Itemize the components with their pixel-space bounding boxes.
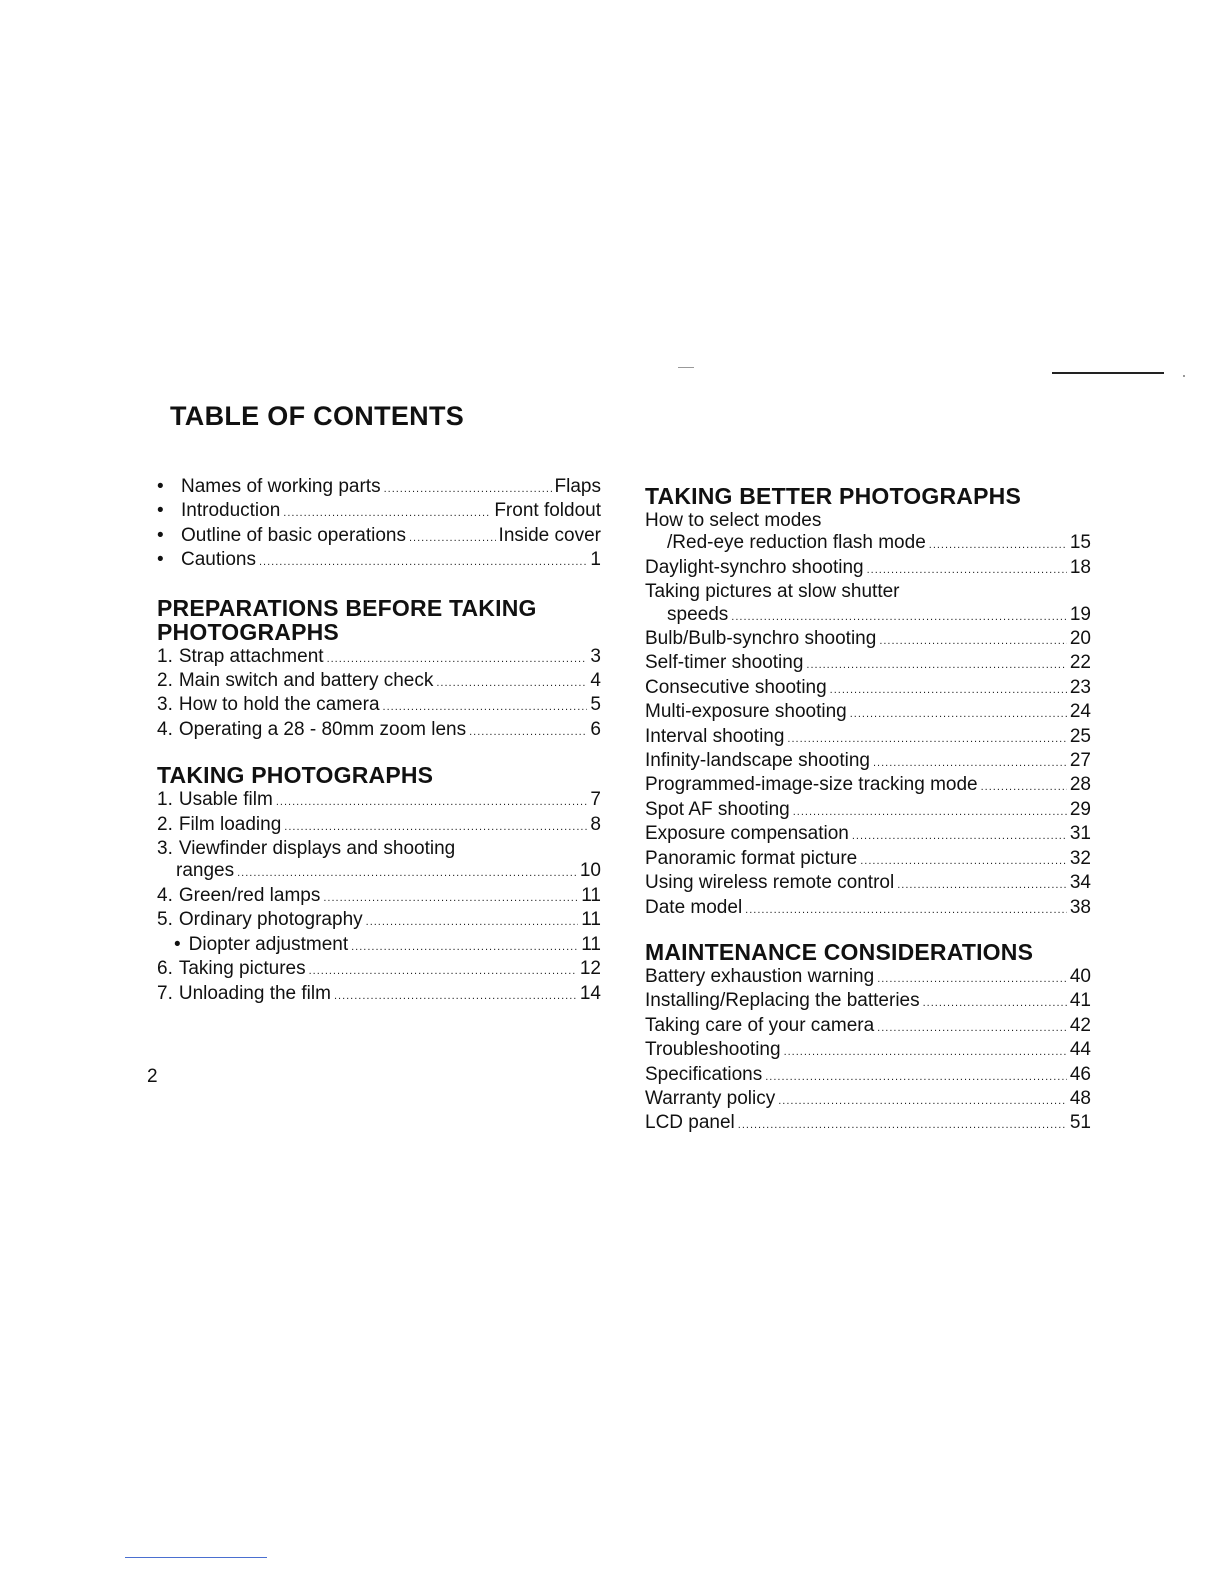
entry-label: LCD panel [645,1112,735,1134]
toc-entry[interactable] [645,628,1091,652]
entry-label: Film loading [178,813,282,835]
entry-number: 2. [157,670,173,692]
entry-page: 24 [1069,701,1091,723]
bullet-icon: • [157,524,164,546]
leader-dots [309,960,577,982]
page-number: 2 [147,1066,158,1087]
entry-label: Taking pictures at slow shutter [645,581,900,603]
entry-label: Ordinary photography [178,909,363,931]
entry-label-continued: ranges [176,860,235,882]
entry-label: Specifications [645,1063,763,1085]
entry-label: Spot AF shooting [645,798,790,820]
entry-page: 22 [1069,652,1091,674]
toc-entry[interactable] [645,677,1091,701]
toc-entry[interactable] [645,990,1091,1014]
toc-entry[interactable] [157,694,601,718]
entry-label: How to select modes [645,510,822,531]
entry-page: 31 [1069,823,1091,845]
entry-page: 28 [1069,774,1091,796]
leader-dots [436,672,587,694]
section-heading-preparations [157,596,601,644]
toc-entry[interactable] [157,789,601,813]
toc-entry[interactable] [157,983,601,1007]
leader-dots [873,752,1067,774]
taking-list [157,789,601,1007]
leader-dots [852,825,1067,847]
entry-label: Unloading the film [178,982,331,1004]
heading-line: PREPARATIONS BEFORE TAKING [157,594,537,621]
toc-entry[interactable] [157,885,601,909]
entry-page: 51 [1069,1112,1091,1134]
leader-dots [860,850,1067,872]
maintenance-list [645,966,1091,1137]
toc-entry[interactable] [645,1015,1091,1039]
entry-page: 10 [579,860,601,882]
toc-entry[interactable] [157,476,601,500]
entry-page: 32 [1069,847,1091,869]
scan-speck [678,367,694,368]
entry-label: Interval shooting [645,725,785,747]
section-heading-taking: TAKING PHOTOGRAPHS [157,762,434,789]
entry-label: Warranty policy [645,1087,776,1109]
toc-entry[interactable] [157,525,601,549]
entry-number: 1. [157,645,173,667]
entry-label: Green/red lamps [178,884,321,906]
entry-page: 42 [1069,1014,1091,1036]
leader-dots [259,551,587,573]
entry-label: Bulb/Bulb-synchro shooting [645,628,877,650]
entry-page: 1 [590,549,601,571]
entry-page: 23 [1069,676,1091,698]
leader-dots [806,654,1066,676]
entry-label: Strap attachment [178,645,324,667]
entry-label: Main switch and battery check [178,670,434,692]
leader-dots [830,679,1067,701]
entry-number: 4. [157,884,173,906]
leader-dots [323,887,578,909]
entry-page: 44 [1069,1039,1091,1061]
intro-list [157,476,601,574]
leader-dots [784,1041,1067,1063]
entry-label: Introduction [181,500,281,522]
section-heading-maintenance: MAINTENANCE CONSIDERATIONS [645,938,1034,965]
section-heading-better: TAKING BETTER PHOTOGRAPHS [645,483,1021,509]
toc-entry[interactable] [645,1064,1091,1088]
heading-line: PHOTOGRAPHS [157,618,339,645]
toc-entry[interactable] [157,670,601,694]
entry-label-continued: speeds [667,603,729,625]
bullet-icon: • [174,933,181,955]
entry-page: 11 [581,884,601,906]
toc-right-column [645,484,1091,1137]
toc-entry[interactable] [645,848,1091,872]
toc-entry[interactable] [157,500,601,524]
toc-entry[interactable] [645,1112,1091,1136]
toc-entry[interactable] [645,823,1091,847]
toc-entry[interactable] [645,557,1091,581]
leader-dots [850,703,1067,725]
entry-label: Exposure compensation [645,823,849,845]
leader-dots [276,791,588,813]
toc-entry[interactable] [645,701,1091,725]
entry-label: Diopter adjustment [188,933,349,955]
entry-label: Consecutive shooting [645,676,827,698]
better-list [645,510,1091,921]
leader-dots [877,968,1067,990]
toc-entry[interactable] [157,909,601,933]
leader-dots [877,1017,1067,1039]
entry-page: 38 [1069,896,1091,918]
entry-label: Infinity-landscape shooting [645,750,870,772]
entry-page: 11 [581,909,601,931]
toc-entry[interactable] [157,814,601,838]
entry-page: 19 [1069,603,1091,625]
entry-label: Multi-exposure shooting [645,701,847,723]
entry-label: Self-timer shooting [645,652,804,674]
leader-dots [284,816,587,838]
entry-page: 27 [1069,750,1091,772]
entry-number: 7. [157,982,173,1004]
entry-label: How to hold the camera [178,694,380,716]
leader-dots [981,776,1067,798]
bullet-icon: • [157,549,164,571]
entry-label: Operating a 28 - 80mm zoom lens [178,718,467,740]
entry-label: Taking care of your camera [645,1014,875,1036]
toc-entry[interactable] [157,646,601,670]
bottom-rule [125,1557,267,1558]
toc-entry-multiline[interactable] [157,838,601,885]
entry-label: Viewfinder displays and shooting [178,838,456,860]
entry-page: 25 [1069,725,1091,747]
bullet-icon: • [157,476,164,497]
toc-entry[interactable] [645,1088,1091,1112]
entry-label-continued: /Red-eye reduction flash mode [667,532,926,554]
entry-page: 18 [1069,556,1091,578]
top-rule [1052,372,1164,374]
toc-entry[interactable] [645,750,1091,774]
leader-dots [867,559,1067,581]
page-title: TABLE OF CONTENTS [170,401,465,431]
toc-entry[interactable] [645,1039,1091,1063]
leader-dots [745,899,1067,921]
leader-dots [384,478,552,500]
entry-label: Battery exhaustion warning [645,965,875,987]
leader-dots [383,696,588,718]
preparations-list [157,646,601,744]
entry-number: 1. [157,789,173,811]
entry-label: Using wireless remote control [645,872,895,894]
entry-continuation [645,604,1091,628]
entry-label: Usable film [178,789,273,811]
entry-page: 3 [590,645,601,667]
toc-entry-multiline[interactable] [645,581,1091,628]
toc-entry[interactable] [645,774,1091,798]
leader-dots [731,606,1067,628]
entry-page: 34 [1069,872,1091,894]
toc-entry[interactable] [645,799,1091,823]
entry-number: 2. [157,813,173,835]
leader-dots [283,502,491,524]
entry-page: 29 [1069,798,1091,820]
leader-dots [765,1066,1067,1088]
leader-dots [897,874,1067,896]
leader-dots [351,936,578,958]
entry-label: Programmed-image-size tracking mode [645,774,978,796]
entry-page: 11 [581,933,601,955]
entry-number: 4. [157,718,173,740]
toc-entry[interactable] [645,726,1091,750]
entry-continuation [645,532,1091,556]
entry-page: 12 [579,958,601,980]
entry-number: 3. [157,694,173,716]
entry-label: Names of working parts [181,476,381,497]
toc-left-column [157,476,601,1007]
entry-page: 48 [1069,1087,1091,1109]
toc-entry[interactable] [645,872,1091,896]
entry-label: Panoramic format picture [645,847,858,869]
toc-entry[interactable] [645,897,1091,921]
toc-subentry[interactable] [157,934,601,958]
entry-page: 46 [1069,1063,1091,1085]
entry-number: 5. [157,909,173,931]
toc-entry[interactable] [645,966,1091,990]
entry-page: 8 [590,813,601,835]
entry-page: 40 [1069,965,1091,987]
bullet-icon: • [157,500,164,522]
leader-dots [237,862,577,884]
entry-label: Outline of basic operations [181,524,406,546]
leader-dots [778,1090,1067,1112]
entry-number: 3. [157,838,173,860]
entry-page: Flaps [554,476,601,497]
entry-page: Front foldout [494,500,601,522]
entry-page: 14 [579,982,601,1004]
toc-entry[interactable] [157,958,601,982]
scan-speck [1183,375,1185,377]
toc-entry[interactable] [157,549,601,573]
toc-entry[interactable] [645,652,1091,676]
leader-dots [366,911,579,933]
entry-page: 7 [590,789,601,811]
entry-page: 5 [590,694,601,716]
leader-dots [469,721,587,743]
entry-label: Cautions [181,549,256,571]
entry-page: 41 [1069,990,1091,1012]
leader-dots [327,648,588,670]
leader-dots [738,1114,1067,1136]
leader-dots [793,801,1067,823]
leader-dots [929,534,1067,556]
leader-dots [879,630,1067,652]
entry-label: Installing/Replacing the batteries [645,990,920,1012]
entry-first-line [157,838,601,860]
entry-number: 6. [157,958,173,980]
leader-dots [923,992,1067,1014]
entry-label: Taking pictures [178,958,306,980]
leader-dots [409,527,496,549]
entry-page: 4 [590,670,601,692]
entry-page: Inside cover [498,524,601,546]
entry-continuation [157,860,601,884]
entry-page: 6 [590,718,601,740]
entry-label: Date model [645,896,743,918]
entry-label: Troubleshooting [645,1039,781,1061]
entry-label: Daylight-synchro shooting [645,556,864,578]
toc-entry[interactable] [157,719,601,743]
entry-page: 20 [1069,628,1091,650]
toc-entry-multiline[interactable] [645,510,1091,557]
entry-page: 15 [1069,532,1091,554]
leader-dots [787,728,1066,750]
leader-dots [334,985,577,1007]
